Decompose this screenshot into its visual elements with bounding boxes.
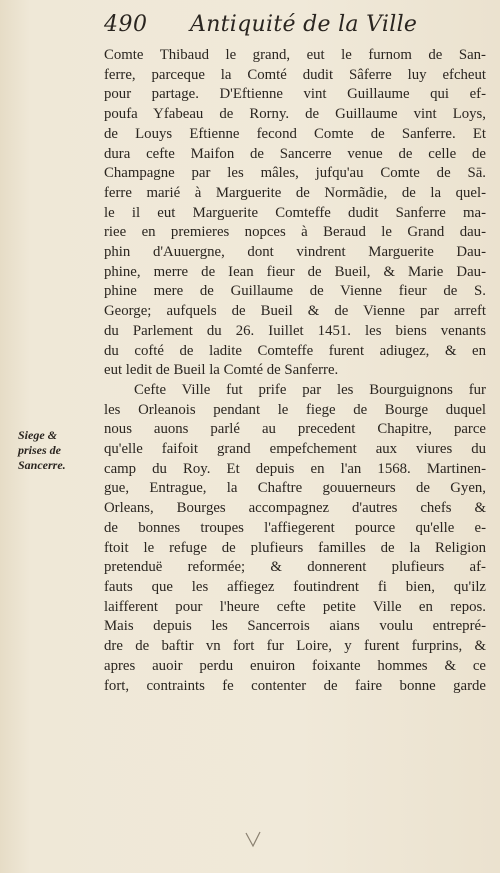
text-line: phin d'Auuergne, dont vindrent Marguerite Dau- (104, 244, 486, 261)
body-text (104, 46, 486, 696)
page-number: 490 (104, 12, 148, 37)
text-line: eut ledit de Bueil la Comté de Sanferre. (104, 362, 339, 379)
text-line: Champagne par les mâles, jufqu'au Comte de Sā. (104, 165, 486, 182)
text-line: du Parlement du 26. Iuillet 1451. les biens venants (104, 322, 486, 339)
page-header (104, 12, 484, 42)
text-line: pour partage. D'Eftienne vint Guillaume qui ef- (104, 86, 486, 103)
text-line: laifferent pour l'heure cefte petite Ville en repos. (104, 598, 486, 615)
text-line: ferre, parceque la Comté dudit Sâferre luy efcheut (104, 66, 486, 83)
text-line: fort, contraints fe contenter de faire bonne garde (104, 677, 486, 694)
text-line: le il eut Marguerite Comteffe dudit Sanferre ma- (104, 204, 486, 221)
text-line: ftoit le refuge de plufieurs familles de la Religion (104, 539, 486, 556)
marginal-note-line: prises de (18, 443, 61, 457)
text-line: du cofté de ladite Comteffe furent adiugez, & en (104, 342, 486, 359)
text-line: Cefte Ville fut prife par les Bourguignons fur (134, 381, 486, 398)
text-line: apres auoir perdu enuiron foixante hommes & ce (104, 657, 486, 674)
text-line: ferre marié à Marguerite de Normãdie, de la quel- (104, 184, 486, 201)
marginal-note (18, 428, 98, 473)
text-line: fauts que les affiegez foutindrent fi bien, qu'ilz (104, 578, 486, 595)
running-title: Antiquité de la Ville (190, 12, 418, 37)
text-line: les Orleanois pendant le fiege de Bourge duquel (104, 401, 486, 418)
paragraph-2 (104, 381, 486, 696)
text-line: Comte Thibaud le grand, eut le furnom de San- (104, 47, 486, 63)
text-line: de bonnes troupes l'affiegerent pource qu'elle e- (104, 519, 486, 536)
text-line: Orleans, Bourges accompagnez d'autres chefs & (104, 500, 486, 517)
text-line: phine, merre de Iean fieur de Bueil, & Marie Dau- (104, 263, 486, 280)
text-line: pretenduë reformée; & donnerent plufieurs af- (104, 559, 486, 576)
signature-mark (243, 829, 263, 849)
marginal-note-line: Sancerre. (18, 458, 66, 472)
text-line: poufa Yfabeau de Rorny. de Guillaume vint Loys, (104, 106, 486, 123)
text-line: camp du Roy. Et depuis en l'an 1568. Martinen- (104, 460, 486, 477)
text-line: George; aufquels de Bueil & de Vienne par arreft (104, 303, 486, 320)
text-line: phine mere de Guillaume de Vienne fieur de S. (104, 283, 486, 300)
text-line: nous auons parlé au precedent Chapitre, parce (104, 421, 486, 438)
text-line: riee en premieres nopces à Beraud le Grand dau- (104, 224, 486, 241)
text-line: dura cefte Maifon de Sancerre venue de celle de (104, 145, 486, 162)
marginal-note-line: Siege & (18, 428, 57, 442)
text-line: qu'elle faifoit grand empefchement aux viures du (104, 441, 486, 458)
paragraph-1 (104, 46, 486, 381)
text-line: dre de baftir vn fort fur Loire, y furent furprins, & (104, 638, 486, 655)
text-line: de Louys Eftienne fecond Comte de Sanferre. Et (104, 125, 486, 142)
text-line: gue, Entrague, la Chaftre gouuerneurs de Gyen, (104, 480, 486, 497)
text-line: Mais depuis les Sancerrois aians voulu entrepré- (104, 618, 486, 635)
